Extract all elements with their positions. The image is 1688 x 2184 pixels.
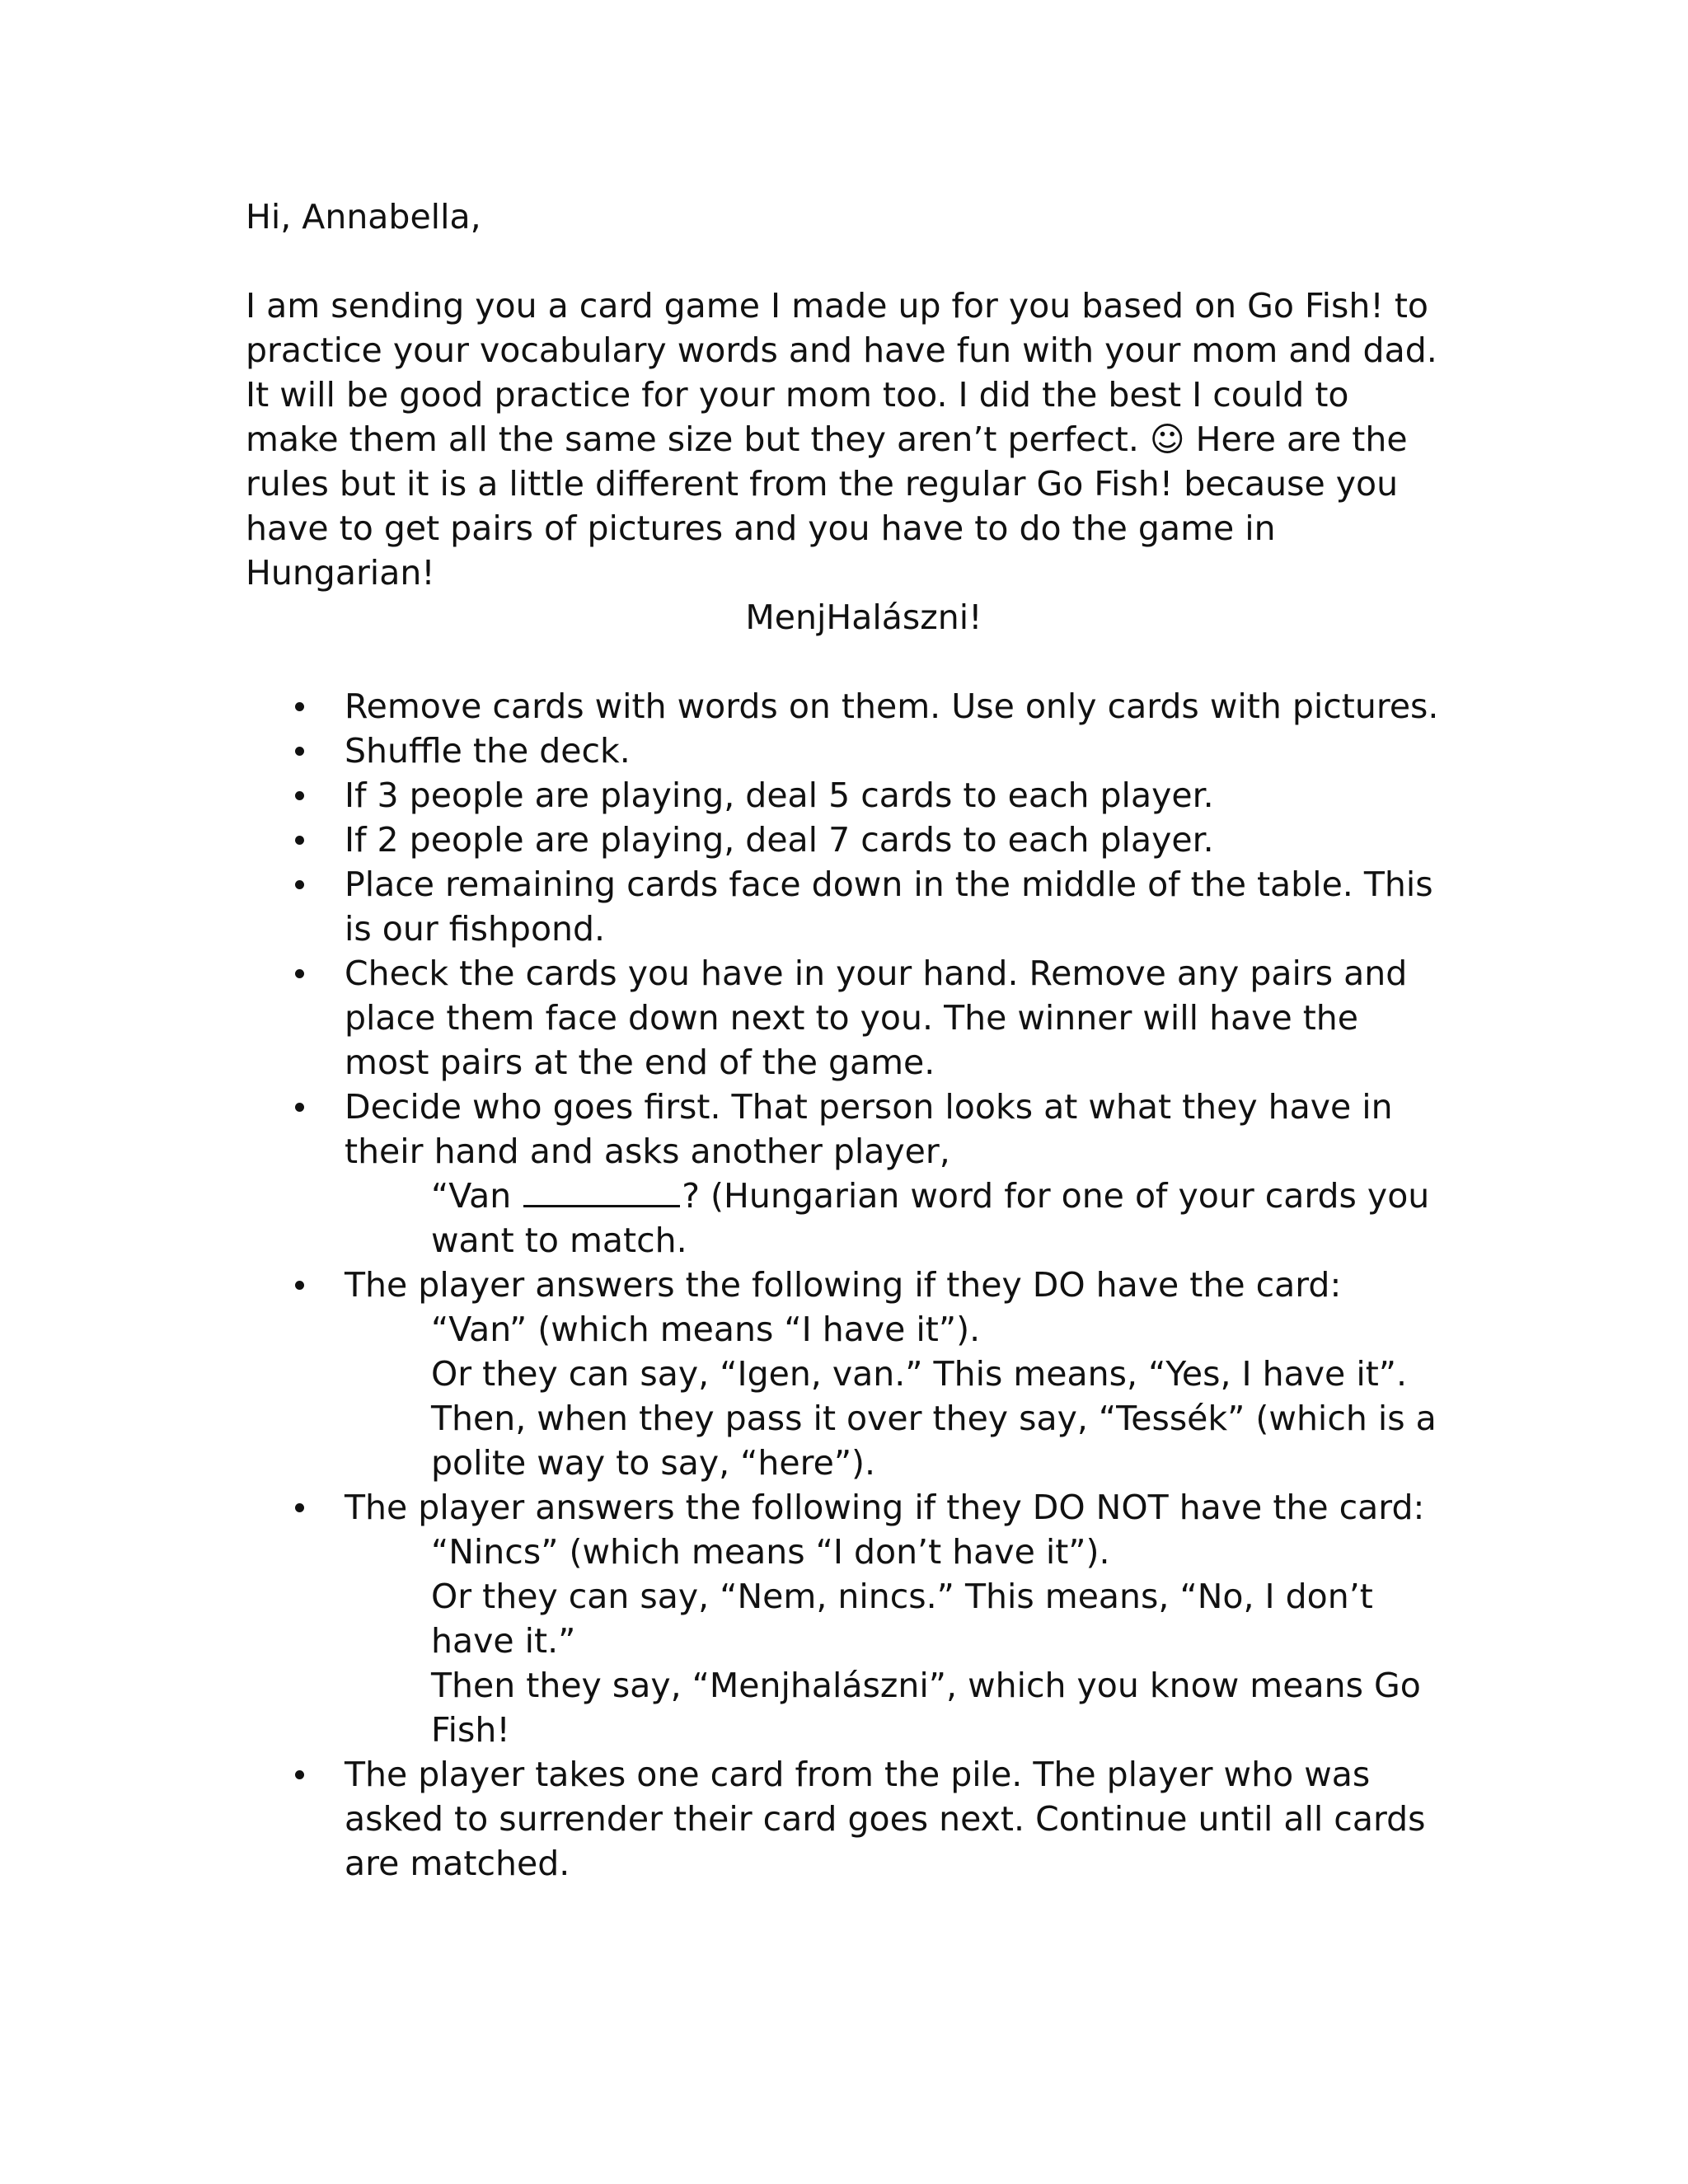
rule-item: [246, 729, 1449, 773]
rule-text: Decide who goes first. That person looks at what they have in their hand and asks another player,: [345, 1087, 1393, 1171]
rule-example: [345, 1174, 1449, 1263]
rule-text: Place remaining cards face down in the middle of the table. This is our fishpond.: [345, 865, 1433, 949]
rule-text: Check the cards you have in your hand. Remove any pairs and place them face down next to you. The winner will have the most pairs at the end of the game.: [345, 954, 1408, 1082]
letter-page: [246, 194, 1449, 1886]
rule-item: [246, 818, 1449, 862]
game-title: MenjHalászni!: [745, 598, 982, 637]
rule-subtext: Or they can say, “Nem, nincs.” This means, “No, I don’t have it.”: [431, 1577, 1373, 1661]
rule-subtext: “Nincs” (which means “I don’t have it”).: [431, 1532, 1110, 1572]
rule-item: [246, 951, 1449, 1085]
rule-subtext: “Van” (which means “I have it”).: [431, 1310, 981, 1349]
rule-text: The player answers the following if they DO have the card:: [345, 1265, 1342, 1305]
rule-subtext: Then they say, “Menjhalászni”, which you know means Go Fish!: [431, 1666, 1421, 1750]
fill-in-blank: [523, 1177, 680, 1207]
rule-text: The player takes one card from the pile. The player who was asked to surrender their card goes next. Continue until all cards are matched.: [345, 1755, 1426, 1883]
rule-text: The player answers the following if they DO NOT have the card:: [345, 1488, 1425, 1527]
rule-item: [246, 773, 1449, 818]
example-prefix: “Van: [431, 1176, 512, 1216]
greeting: Hi, Annabella,: [246, 197, 481, 237]
rule-item: [246, 1752, 1449, 1886]
rule-item: [246, 862, 1449, 951]
example-suffix: ? (Hungarian word for one of your cards you want to match.: [431, 1176, 1430, 1260]
rule-text: If 3 people are playing, deal 5 cards to each player.: [345, 776, 1214, 815]
rule-subtext: Or they can say, “Igen, van.” This means, “Yes, I have it”. Then, when they pass it over they say, “Tessék” (which is a polite way to say, “here”).: [431, 1354, 1437, 1483]
rule-item: [246, 684, 1449, 729]
rule-item: [246, 1485, 1449, 1752]
rule-text: Remove cards with words on them. Use only cards with pictures.: [345, 687, 1439, 726]
rule-item: [246, 1085, 1449, 1263]
rules-list: [246, 684, 1449, 1886]
rule-text: Shuffle the deck.: [345, 731, 631, 771]
intro-paragraph: I am sending you a card game I made up for you based on Go Fish! to practice your vocabulary words and have fun with your mom and dad. It will be good practice for your mom too. I did the best I could to make them all the same size but they aren’t perfect. ☺ Here are the rules but it is a little different from the regular Go Fish! because you have to get pairs of pictures and you have to do the game in Hungarian!: [246, 286, 1437, 593]
rule-item: [246, 1263, 1449, 1485]
rule-text: If 2 people are playing, deal 7 cards to each player.: [345, 820, 1214, 860]
